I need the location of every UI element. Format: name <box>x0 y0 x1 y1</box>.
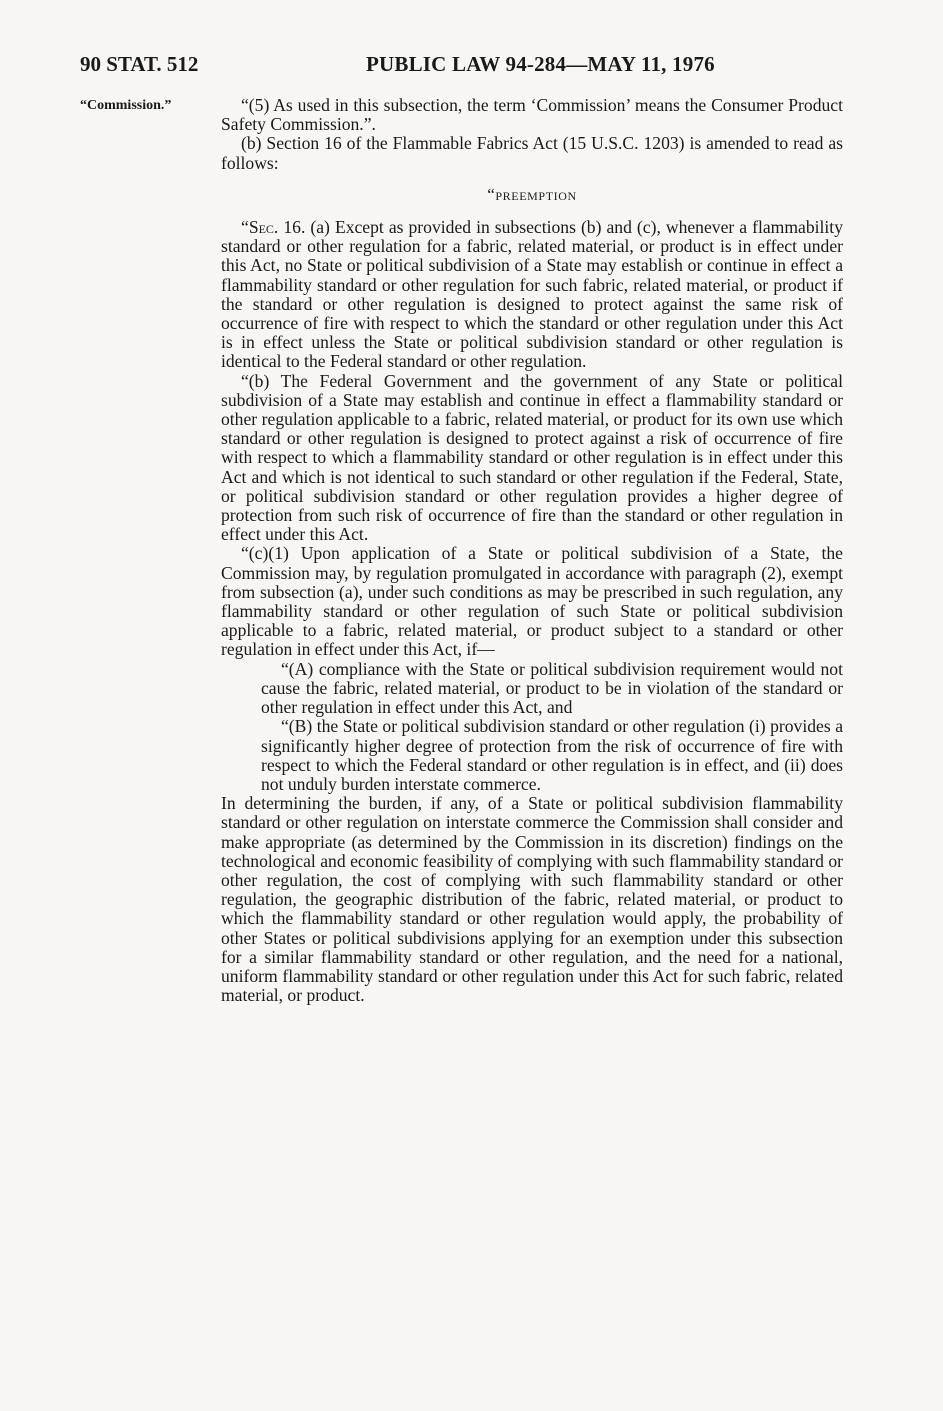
sec-label: Sec. <box>248 217 279 238</box>
paragraph-amendment: (b) Section 16 of the Flammable Fabrics Act (15 U.S.C. 1203) is amended to read as follows: <box>221 133 843 173</box>
paragraph-sec16-a-text: 16. (a) Except as provided in subsections (b) and (c), whenever a flammability standard or other regulation for a fabric, related material, or product is in effect under this Act, no State or political subdivision of a State may establish or continue in effect a flammability standard or other regulation for such fabric, related material, or product if the standard or other regulation is designed to protect against the same risk of occurrence of fire with respect to which the standard or other regulation under this Act is in effect unless the State or political subdivision standard or other regulation is identical to the Federal standard or other regulation. <box>221 217 843 372</box>
section-heading-text: PREEMPTION <box>495 188 577 203</box>
paragraph-sec16-c1: “(c)(1) Upon application of a State or political subdivision of a State, the Commission may, by regulation promulgated in accordance with paragraph (2), exempt from subsection (a), under such conditions as may be prescribed in such regulation, any flammability standard or other regulation of such State or political subdivision applicable to a fabric, related material, or product subject to a standard or other regulation in effect under this Act, if— <box>221 543 843 660</box>
paragraph-sec16-c1-A: “(A) compliance with the State or political subdivision requirement would not cause the fabric, related material, or product to be in violation of the standard or other regulation in effect under this Act, and <box>261 658 843 718</box>
margin-note-commission: “Commission.” <box>80 98 172 113</box>
section-heading: “PREEMPTION <box>487 184 577 204</box>
paragraph-sec16-a: “Sec. 16. (a) Except as provided in subsections (b) and (c), whenever a flammability standard or other regulation for a fabric, related material, or product is in effect under this Act, no State or political subdivision of a State may establish or continue in effect a flammability standard or other regulation for such fabric, related material, or product if the standard or other regulation is designed to protect against the same risk of occurrence of fire with respect to which the standard or other regulation under this Act is in effect unless the State or political subdivision standard or other regulation is identical to the Federal standard or other regulation. <box>221 217 843 372</box>
paragraph-sec16-c1-B: “(B) the State or political subdivision standard or other regulation (i) provides a significantly higher degree of protection from the risk of occurrence of fire with respect to which the Federal standard or other regulation is in effect, and (ii) does not unduly burden interstate commerce. <box>261 716 843 794</box>
page-title: PUBLIC LAW 94-284—MAY 11, 1976 <box>366 52 715 76</box>
statute-page-number: 90 STAT. 512 <box>80 52 199 76</box>
paragraph-sec16-b: “(b) The Federal Government and the government of any State or political subdivision of a State may establish and continue in effect a flammability standard or other regulation applicable to a fabric, related material, or product for its own use which standard or other regulation is designed to protect against a risk of occurrence of fire with respect to which a flammability standard or other regulation is in effect under this Act and which is not identical to such standard or other regulation if the Federal, State, or political subdivision standard or other regulation provides a higher degree of protection from such risk of occurrence of fire than the standard or other regulation in effect under this Act. <box>221 370 843 545</box>
paragraph-burden: In determining the burden, if any, of a State or political subdivision flammability standard or other regulation on interstate commerce the Commission shall consider and make appropriate (as determined by the Commission in its discretion) findings on the technological and economic feasibility of complying with such flammability standard or other regulation, the cost of complying with such flammability standard or other regulation, the geographic distribution of the fabric, related material, or product to which the flammability standard or other regulation would apply, the probability of other States or political subdivisions applying for an exemption under this subsection for a similar flammability standard or other regulation, and the need for a national, uniform flammability standard or other regulation under this Act for such fabric, related material, or product. <box>221 793 843 1006</box>
paragraph-definition: “(5) As used in this subsection, the term ‘Commission’ means the Consumer Product Safety Commission.”. <box>221 95 843 135</box>
body-text <box>221 96 843 1005</box>
page-header <box>80 52 860 82</box>
